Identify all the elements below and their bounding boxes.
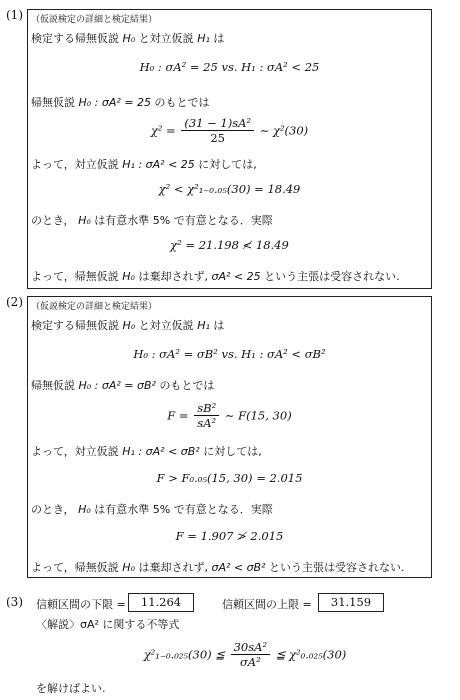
- part3-explanation: 〈解説〉σA² に関する不等式: [36, 618, 180, 631]
- part1-statistic: χ² = $\frac{\text{(31 − 1)sA²}}{25}$ ∼ χ²(30): [150, 116, 309, 145]
- part3-closing: を解けばよい.: [36, 682, 106, 695]
- part1-line7: のとき， H₀ は有意水準 5% で有意となる．実際: [31, 214, 273, 227]
- part2-line7: のとき， H₀ は有意水準 5% で有意となる．実際: [31, 503, 273, 516]
- upper-limit-value: 31.159: [318, 593, 384, 612]
- part1-hypotheses: H₀ : σA² = 25 vs. H₁ : σA² < 25: [139, 60, 320, 74]
- lower-limit-value: 11.264: [128, 593, 194, 612]
- part1-line1: 検定する帰無仮説 H₀ と対立仮説 H₁ は: [31, 32, 225, 45]
- part1-observed: χ² = 21.198 ≮ 18.49: [170, 238, 289, 252]
- part2-line1: 検定する帰無仮説 H₀ と対立仮説 H₁ は: [31, 319, 225, 332]
- part2-conclusion: よって，帰無仮説 H₀ は棄却されず, σA² < σB² という主張は受容されない.: [31, 561, 405, 574]
- part1-fraction: $\frac{\text{(31 − 1)sA²}}{25}$: [181, 116, 254, 145]
- part1-number: (1): [6, 8, 23, 22]
- part3-inequality: χ²₁₋₀.₀₂₅(30) ≦ $\frac{\text{30sA²}}{\text{σA²}}$ ≦ χ²₀.₀₂₅(30): [143, 640, 347, 669]
- part2-box: [27, 296, 432, 578]
- part2-hypotheses: H₀ : σA² = σB² vs. H₁ : σA² < σB²: [133, 347, 326, 361]
- part1-critical-region: χ² < χ²₁₋₀.₀₅(30) = 18.49: [158, 182, 301, 196]
- part2-observed: F = 1.907 ≯ 2.015: [175, 529, 284, 543]
- part2-critical-region: F > F₀.₀₅(15, 30) = 2.015: [156, 471, 303, 485]
- part2-line3: 帰無仮説 H₀ : σA² = σB² のもとでは: [31, 379, 215, 392]
- part2-fraction: $\frac{\text{sB²}}{\text{sA²}}$: [194, 401, 219, 430]
- part2-line5: よって，対立仮説 H₁ : σA² < σB² に対しては,: [31, 445, 262, 458]
- part1-caption: （仮説検定の詳細と検定結果）: [31, 15, 158, 25]
- lower-limit-label: 信頼区間の下限 =: [36, 598, 126, 611]
- part2-number: (2): [6, 295, 23, 309]
- part3-fraction: $\frac{\text{30sA²}}{\text{σA²}}$: [231, 640, 270, 669]
- part1-line5: よって，対立仮説 H₁ : σA² < 25 に対しては,: [31, 158, 257, 171]
- part1-line3: 帰無仮説 H₀ : σA² = 25 のもとでは: [31, 96, 210, 109]
- part1-conclusion: よって，帰無仮説 H₀ は棄却されず, σA² < 25 という主張は受容されない.: [31, 270, 400, 283]
- upper-limit-label: 信頼区間の上限 =: [222, 598, 312, 611]
- part3-number: (3): [6, 595, 23, 609]
- part1-box: [27, 9, 432, 289]
- part2-caption: （仮説検定の詳細と検定結果）: [31, 302, 158, 312]
- part2-statistic: F = $\frac{\text{sB²}}{\text{sA²}}$ ∼ F(15, 30): [167, 401, 292, 430]
